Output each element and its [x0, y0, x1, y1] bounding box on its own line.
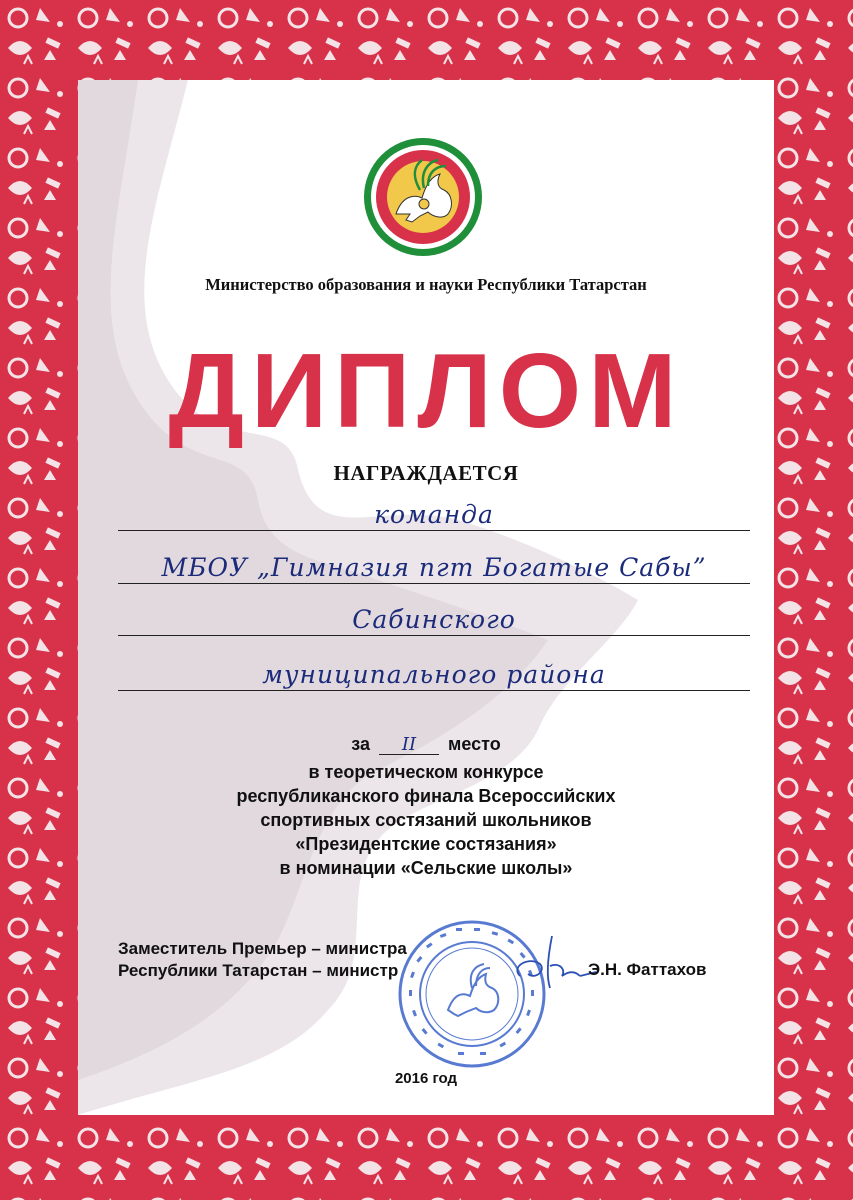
signatory-title-line-2: Республики Татарстан – министр [118, 961, 399, 980]
tatarstan-emblem [362, 136, 484, 258]
place-prefix: за [351, 734, 370, 754]
recipient-line-1: команда [374, 500, 494, 529]
underline-2 [118, 583, 750, 584]
underline-1 [118, 530, 750, 531]
description-line-3: спортивных состязаний школьников [260, 810, 592, 830]
underline-3 [118, 635, 750, 636]
place-row [78, 734, 774, 755]
document-year: 2016 год [394, 1070, 458, 1087]
description-line-1: в теоретическом конкурсе [308, 762, 544, 782]
signatory-title [118, 938, 407, 982]
place-value: II [379, 736, 439, 755]
description-line-2: республиканского финала Всероссийских [236, 786, 616, 806]
awarded-label: НАГРАЖДАЕТСЯ [333, 461, 519, 485]
signatory-name: Э.Н. Фаттахов [588, 960, 707, 979]
place-suffix: место [448, 734, 501, 754]
ministry-name: Министерство образования и науки Республики Татарстан [205, 275, 647, 294]
description-line-4: «Президентские состязания» [295, 834, 557, 854]
signatory-title-line-1: Заместитель Премьер – министра [118, 939, 407, 958]
recipient-line-4: муниципального района [262, 660, 606, 689]
recipient-line-3: Сабинского [352, 605, 516, 634]
document-title: ДИПЛОМ [168, 332, 684, 450]
underline-4 [118, 690, 750, 691]
diploma-sheet [78, 80, 774, 1115]
recipient-line-2: МБОУ „Гимназия пгт Богатые Сабы” [161, 553, 707, 582]
handwritten-signature [500, 926, 600, 996]
description-line-5: в номинации «Сельские школы» [279, 858, 573, 878]
